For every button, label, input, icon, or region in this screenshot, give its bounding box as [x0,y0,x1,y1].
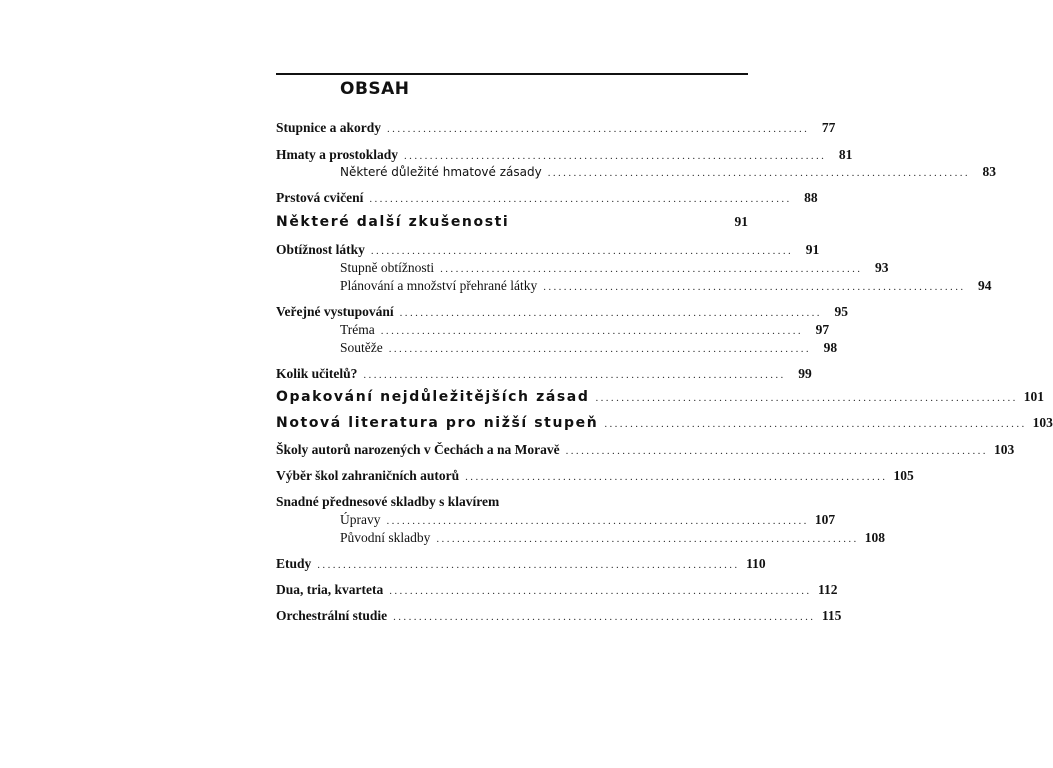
dot-leader: .................................................................................. [370,245,794,257]
dot-leader: .................................................................................. [389,585,812,597]
toc-entry-label: Stupnice a akordy [276,120,382,135]
toc-entry-label: Prstová cvičení [276,190,364,205]
toc-subentry [276,164,997,181]
toc-entry-label: Opakování nejdůležitějších zásad [276,389,590,405]
toc-entry [276,494,748,510]
toc-entry-page: 91 [734,214,748,229]
toc-entry-page: 107 [814,512,836,527]
toc-entry-label: Hmaty a prostoklady [276,147,399,162]
toc-entry-page: 101 [1023,389,1045,404]
toc-entry-page: 91 [805,242,820,257]
toc-subentry [276,260,889,277]
toc-entry [276,147,853,164]
dot-leader: .................................................................................. [380,325,804,337]
toc-entry [276,582,838,599]
toc-entry-label: Obtížnost látky [276,242,365,257]
toc-entry-page: 112 [818,582,838,597]
dot-leader: .................................................................................. [369,193,792,205]
toc-section-heading [276,389,1045,406]
toc-entry-page: 105 [893,468,914,483]
toc-entry-label: Tréma [340,322,375,337]
toc-entry-label: Výběr škol zahraničních autorů [276,468,460,483]
toc-entry-label: Kolik učitelů? [276,366,358,381]
dot-leader: .................................................................................. [404,150,827,162]
dot-leader: .................................................................................. [363,369,786,381]
toc-entry-page: 94 [978,278,992,293]
toc-entry-page: 98 [823,340,838,355]
dot-leader: .................................................................................. [604,418,1027,430]
dot-leader: .................................................................................. [440,263,863,275]
toc-section-heading [276,415,1053,432]
dot-leader: .................................................................................. [547,167,971,179]
toc-entry-page: 81 [838,147,853,162]
toc-entry-page: 99 [798,366,812,381]
toc-title: OBSAH [340,79,410,99]
toc-subentry [276,512,836,529]
toc-entry-label: Některé důležité hmatové zásady [340,165,542,179]
dot-leader: .................................................................................. [565,445,988,457]
dot-leader: .................................................................................. [393,611,816,623]
toc-entry-page: 103 [993,442,1015,457]
toc-entry [276,120,836,137]
toc-subentry [276,322,830,339]
toc-section-heading [276,214,748,230]
toc-entry-label: Etudy [276,556,312,571]
toc-subentry [276,530,885,547]
toc-entry [276,304,848,321]
toc-entry [276,242,820,259]
toc-entry [276,442,1015,459]
toc-entry-page: 83 [982,164,997,179]
dot-leader: .................................................................................. [386,515,809,527]
dot-leader: .................................................................................. [399,307,822,319]
dot-leader: .................................................................................. [388,343,812,355]
dot-leader: .................................................................................. [317,559,740,571]
toc-entry [276,556,766,573]
toc-entry-label: Notová literatura pro nižší stupeň [276,415,599,431]
toc-entry [276,366,812,383]
toc-entry-label: Plánování a množství přehrané látky [340,278,538,293]
toc-entry-page: 108 [864,530,885,545]
toc-list-area [276,0,1053,768]
dot-leader: .................................................................................. [595,392,1018,404]
toc-entry-label: Orchestrální studie [276,608,388,623]
toc-subentry [276,340,838,357]
dot-leader: .................................................................................. [465,471,888,483]
toc-entry [276,608,842,625]
toc-entry-label: Snadné přednesové skladby s klavírem [276,494,500,509]
dot-leader: .................................................................................. [436,533,859,545]
toc-entry-page: 110 [746,556,766,571]
toc-entry [276,468,914,485]
toc-entry-label: Stupně obtížnosti [340,260,435,275]
dot-leader: .................................................................................. [387,123,810,135]
toc-entry-page: 115 [821,608,842,623]
toc-entry-label: Úpravy [340,512,381,527]
toc-entry-label: Některé další zkušenosti [276,214,510,230]
toc-entry-label: Původní skladby [340,530,431,545]
toc-entry-label: Veřejné vystupování [276,304,394,319]
toc-entry [276,190,818,207]
toc-entry-page: 95 [834,304,848,319]
toc-entry-label: Školy autorů narozených v Čechách a na Moravě [276,442,560,457]
dot-leader: .................................................................................. [543,281,966,293]
toc-entry-page: 103 [1032,415,1053,430]
toc-entry-label: Soutěže [340,340,383,355]
toc-entry-page: 97 [815,322,830,337]
toc-entry-page: 93 [874,260,889,275]
toc-subentry [276,278,992,295]
toc-entry-label: Dua, tria, kvarteta [276,582,384,597]
toc-entry-page: 88 [804,190,818,205]
toc-entry-page: 77 [821,120,836,135]
